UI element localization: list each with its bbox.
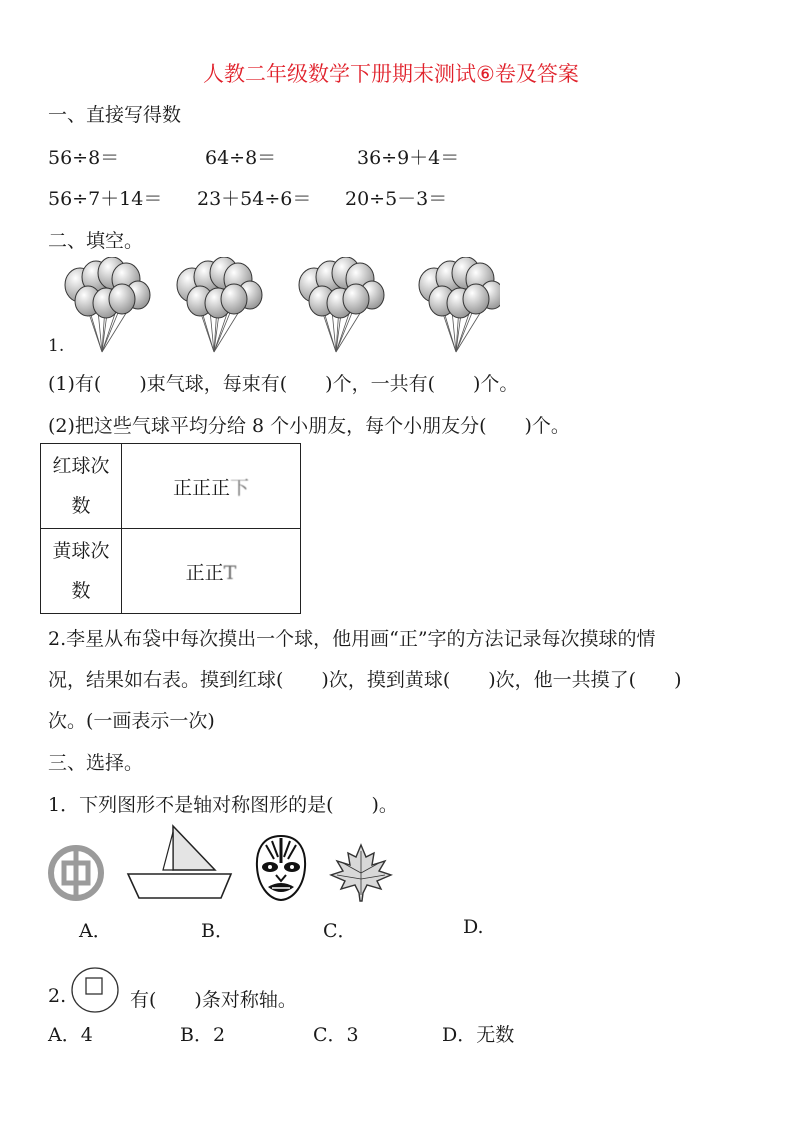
fill-question: 况，结果如右表。摸到红球( )次，摸到黄球( )次，他一共摸了( ) — [48, 669, 682, 691]
square-hole-coin-icon — [70, 966, 120, 1014]
choice-question: 1．下列图形不是轴对称图形的是( )。 — [48, 794, 398, 816]
calc-item: 23＋54÷6＝ — [197, 188, 312, 210]
calc-item: 64÷8＝ — [205, 147, 277, 169]
calc-item: 56÷8＝ — [48, 147, 120, 169]
calc-item: 56÷7＋14＝ — [48, 188, 163, 210]
calc-item: 20÷5－3＝ — [345, 188, 448, 210]
option-d: D．无数 — [442, 1024, 515, 1046]
option-c: C． — [323, 920, 357, 942]
yellow-label-cell — [41, 529, 122, 614]
section1-heading: 一、直接写得数 — [48, 104, 182, 126]
question-number: 1. — [48, 336, 65, 356]
fill-question: 次。(一画表示一次) — [48, 710, 215, 732]
section3-heading: 三、选择。 — [48, 752, 144, 774]
fill-question: 2.李星从布袋中每次摸出一个球，他用画“正”字的方法记录每次摸球的情 — [48, 628, 656, 650]
maple-leaf-icon — [329, 843, 393, 903]
opera-mask-icon — [252, 833, 310, 903]
red-label-line1: 红球次 — [52, 455, 110, 477]
coin-logo-icon — [48, 845, 104, 901]
yellow-label-line2: 数 — [71, 580, 91, 602]
tally-table — [40, 443, 301, 614]
section2-heading: 二、填空。 — [48, 230, 144, 252]
balloon-bunches-illustration — [60, 257, 500, 355]
table-row — [41, 444, 301, 529]
choice-question: 有( )条对称轴。 — [130, 989, 297, 1011]
yellow-tally-cell — [122, 529, 301, 614]
red-label-cell — [41, 444, 122, 529]
yellow-label-line1: 黄球次 — [52, 540, 110, 562]
red-tally: 正正正 — [172, 476, 230, 499]
option-a: A． — [79, 920, 112, 942]
option-c: C．3 — [313, 1024, 359, 1046]
question-number: 2. — [48, 985, 67, 1007]
red-tally-cell — [122, 444, 301, 529]
red-label-line2: 数 — [71, 495, 91, 517]
page-title: 人教二年级数学下册期末测试⑥卷及答案 — [203, 62, 579, 86]
sailboat-icon — [125, 824, 235, 902]
calc-item: 36÷9＋4＝ — [357, 147, 460, 169]
yellow-tally-partial: T — [223, 561, 237, 584]
table-row — [41, 529, 301, 614]
red-tally-partial: 下 — [230, 476, 250, 499]
yellow-tally: 正正 — [185, 561, 224, 584]
option-b: B．2 — [180, 1024, 226, 1046]
fill-question: (2)把这些气球平均分给 8 个小朋友，每个小朋友分( )个。 — [48, 415, 570, 437]
fill-question: (1)有( )束气球，每束有( )个，一共有( )个。 — [48, 373, 519, 395]
option-d: D. — [463, 916, 484, 938]
option-b: B． — [201, 920, 234, 942]
option-a: A．4 — [48, 1024, 93, 1046]
